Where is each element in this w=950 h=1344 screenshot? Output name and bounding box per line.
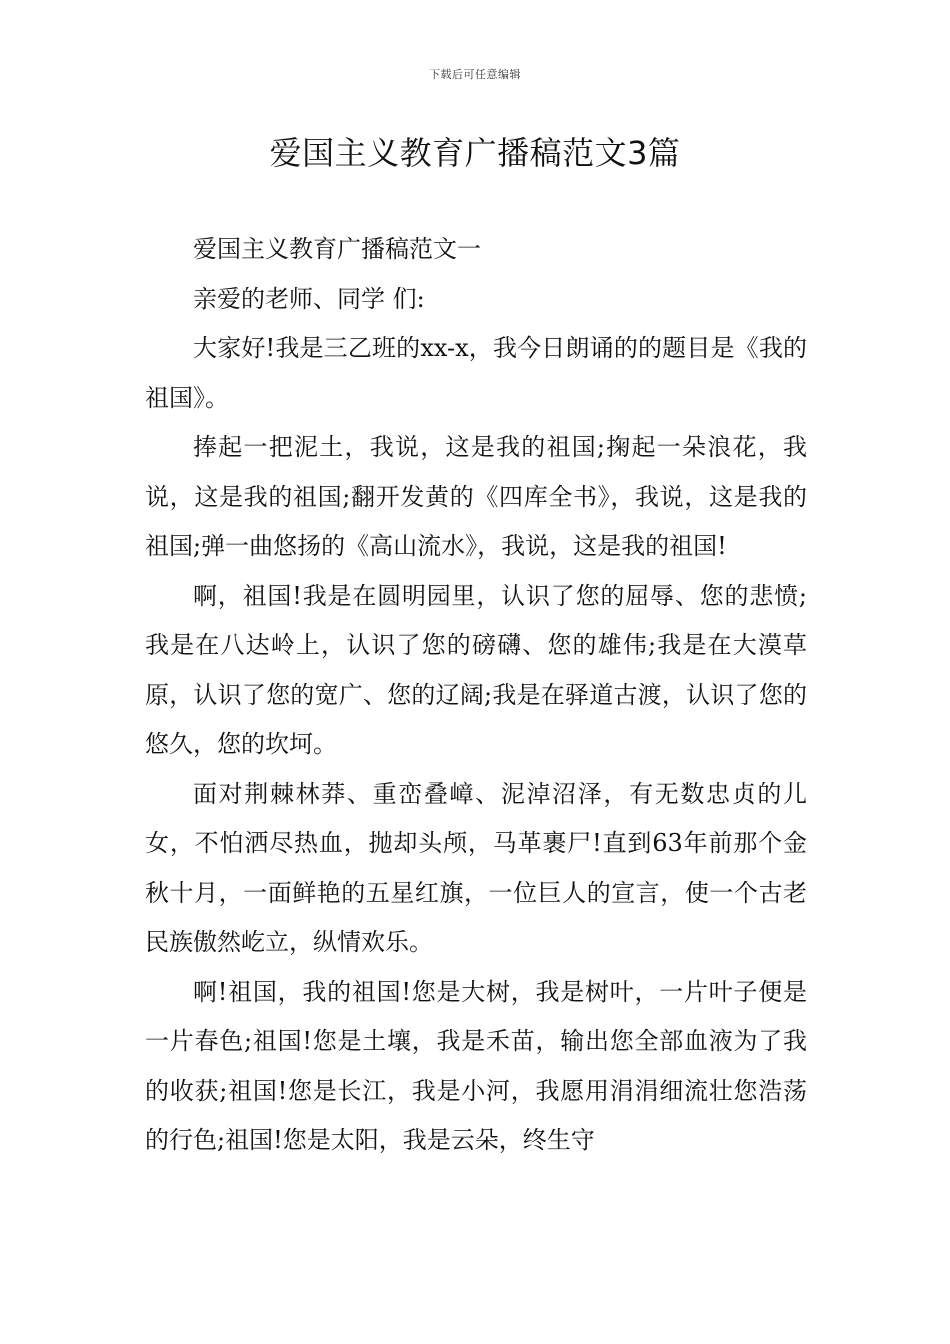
paragraph-2: 捧起一把泥土，我说，这是我的祖国;掬起一朵浪花，我说，这是我的祖国;翻开发黄的《四库全书》，我说，这是我的祖国;弹一曲悠扬的《高山流水》，我说，这是我的祖国!	[145, 433, 807, 560]
document-title: 爱国主义教育广播稿范文3篇	[269, 134, 681, 172]
greeting: 亲爱的老师、同学 们:	[193, 284, 425, 313]
document-body	[145, 225, 807, 1166]
paragraph-1: 大家好!我是三乙班的xx-x，我今日朗诵的的题目是《我的祖国》。	[145, 334, 807, 412]
paragraph-3: 啊，祖国!我是在圆明园里，认识了您的屈辱、您的悲愤;我是在八达岭上，认识了您的磅礴、您的雄伟;我是在大漠草原，认识了您的宽广、您的辽阔;我是在驿道古渡，认识了您的悠久，您的坎坷。	[145, 581, 807, 758]
paragraph-4: 面对荆棘林莽、重峦叠嶂、泥淖沼泽，有无数忠贞的儿女，不怕洒尽热血，抛却头颅，马革裹尸!直到63年前那个金秋十月，一面鲜艳的五星红旗，一位巨人的宣言，使一个古老民族傲然屹立，纵情欢乐。	[145, 779, 807, 956]
subheading: 爱国主义教育广播稿范文一	[193, 235, 481, 263]
header-note: 下载后可任意编辑	[429, 68, 521, 81]
paragraph-5: 啊!祖国，我的祖国!您是大树，我是树叶，一片叶子便是一片春色;祖国!您是土壤，我是禾苗，输出您全部血液为了我的收获;祖国!您是长江，我是小河，我愿用涓涓细流壮您浩荡的行色;祖国!您是太阳，我是云朵，终生守	[145, 977, 807, 1154]
